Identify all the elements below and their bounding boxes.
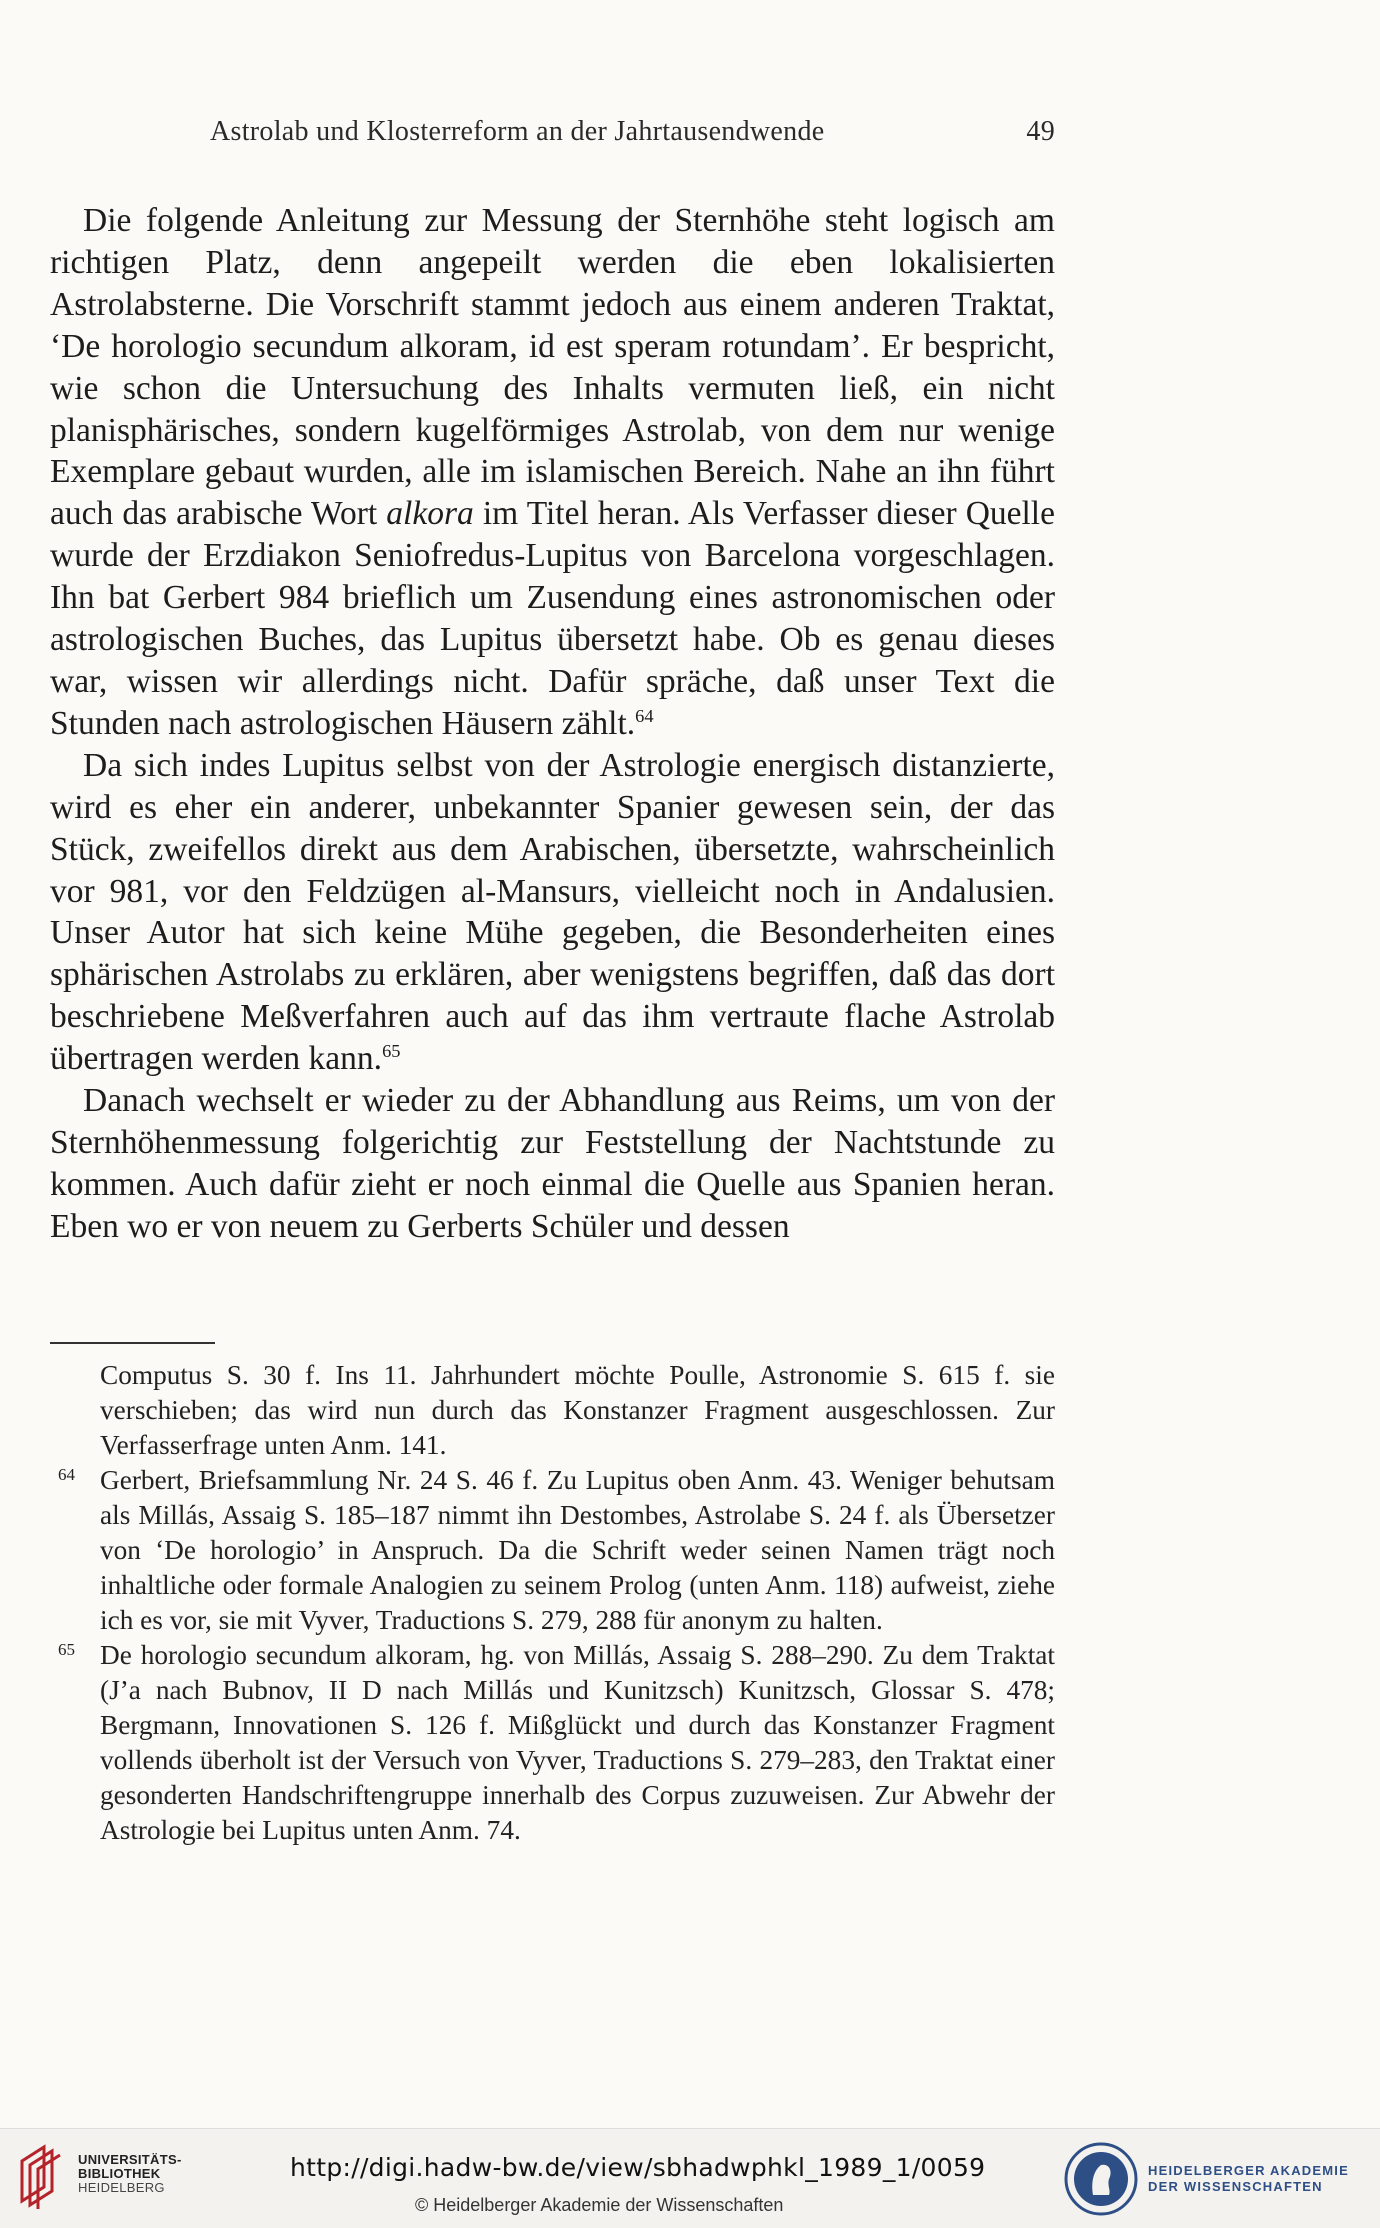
hadw-line-1: HEIDELBERGER AKADEMIE	[1148, 2163, 1349, 2178]
footnote-64-text: Gerbert, Briefsammlung Nr. 24 S. 46 f. Zu Lupitus oben Anm. 43. Weniger behutsam als Millás, Assaig S. 185–187 nimmt ihn Destombes, Astrolabe S. 24 f. als Übersetzer von ‘De horologio’ in Anspruch. Da die Schrift weder seinen Namen trägt noch inhaltliche oder formale Analogien zu seinem Prolog (unten Anm. 118) aufweist, ziehe ich es vor, sie mit Vyver, Traductions S. 279, 288 für anonym zu halten.	[100, 1465, 1055, 1635]
footer-bar	[0, 2128, 1380, 2228]
footnote-ref-65[interactable]: 65	[382, 1040, 401, 1061]
paragraph-1	[50, 200, 1055, 745]
footnote-64-number: 64	[58, 1465, 75, 1484]
paragraph-1-part-a: Die folgende Anleitung zur Messung der Sternhöhe steht logisch am richtigen Platz, denn angepeilt werden die eben lokalisierten Astrolabsterne. Die Vorschrift stammt jedoch aus einem anderen Traktat, ‘De horologio secundum alkoram, id est speram rotundam’. Er bespricht, wie schon die Untersuchung des Inhalts vermuten ließ, ein nicht planisphärisches, sondern kugelförmiges Astrolab, von dem nur wenige Exemplare gebaut wurden, alle im islamischen Bereich. Nahe an ihn führt auch das arabische Wort	[50, 202, 1055, 533]
footnotes	[50, 1358, 1055, 1848]
ub-name	[78, 2153, 182, 2195]
paragraph-3	[50, 1080, 1055, 1248]
paragraph-1-part-b: im Titel heran. Als Verfasser dieser Quelle wurde der Erzdiakon Seniofredus-Lupitus von Barcelona vorgeschlagen. Ihn bat Gerbert 984 brieflich um Zusendung eines astronomischen oder astrologischen Buches, das Lupitus übersetzt habe. Ob es genau dieses war, wissen wir allerdings nicht. Dafür spräche, daß unser Text die Stunden nach astrologischen Häusern zählt.	[50, 495, 1055, 742]
paragraph-3-text: Danach wechselt er wieder zu der Abhandlung aus Reims, um von der Sternhöhenmessung folgerichtig zur Feststellung der Nachtstunde zu kommen. Auch dafür zieht er noch einmal die Quelle aus Spanien heran. Eben wo er von neuem zu Gerberts Schüler und dessen	[50, 1082, 1055, 1245]
hadw-seal-icon[interactable]	[1063, 2141, 1139, 2217]
footnote-continuation	[50, 1358, 1055, 1463]
footnote-65-text: De horologio secundum alkoram, hg. von Millás, Assaig S. 288–290. Zu dem Traktat (J’a nach Bubnov, II D nach Millás und Kunitzsch) Kunitzsch, Glossar S. 478; Bergmann, Innovationen S. 126 f. Mißglückt und durch das Konstanzer Fragment vollends überholt ist der Versuch von Vyver, Traductions S. 279–283, den Traktat einer gesonderten Handschriftengruppe innerhalb des Corpus zuzuweisen. Zur Abwehr der Astrologie bei Lupitus unten Anm. 74.	[100, 1640, 1055, 1845]
page-url-link[interactable]: http://digi.hadw-bw.de/view/sbhadwphkl_1989_1/0059	[290, 2153, 986, 2182]
hadw-line-2: DER WISSENSCHAFTEN	[1148, 2179, 1323, 2194]
footnote-65-number: 65	[58, 1640, 75, 1659]
ub-line-2: BIBLIOTHEK	[78, 2166, 161, 2181]
copyright-notice: © Heidelberger Akademie der Wissenschaften	[415, 2195, 784, 2215]
page-number: 49	[1026, 116, 1055, 147]
running-title: Astrolab und Klosterreform an der Jahrtausendwende	[210, 116, 825, 147]
ub-line-3: HEIDELBERG	[78, 2180, 165, 2195]
footnote-divider	[50, 1342, 215, 1344]
footnote-65	[50, 1638, 1055, 1848]
hadw-name	[1148, 2163, 1349, 2195]
main-text	[50, 200, 1055, 1248]
paragraph-2	[50, 745, 1055, 1080]
paragraph-2-text: Da sich indes Lupitus selbst von der Astrologie energisch distanzierte, wird es eher ein anderer, unbekannter Spanier gewesen sein, der das Stück, zweifellos direkt aus dem Arabischen, übersetzte, wahrscheinlich vor 981, vor den Feldzügen al-Mansurs, vielleicht noch in Andalusien. Unser Autor hat sich keine Mühe gegeben, die Besonderheiten eines sphärischen Astrolabs zu erklären, aber wenigstens begriffen, daß das dort beschriebene Meßverfahren auch auf das ihm vertraute flache Astrolab übertragen werden kann.	[50, 746, 1055, 1078]
ub-logo-icon[interactable]	[14, 2139, 70, 2209]
footnote-continuation-text: Computus S. 30 f. Ins 11. Jahrhundert möchte Poulle, Astronomie S. 615 f. sie verschieben; das wird nun durch das Konstanzer Fragment ausgeschlossen. Zur Verfasserfrage unten Anm. 141.	[100, 1360, 1055, 1460]
italic-term: alkora	[386, 495, 474, 533]
footnote-64	[50, 1463, 1055, 1638]
ub-line-1: UNIVERSITÄTS-	[78, 2152, 182, 2167]
running-head	[210, 116, 1055, 148]
footnote-ref-64[interactable]: 64	[635, 705, 654, 726]
